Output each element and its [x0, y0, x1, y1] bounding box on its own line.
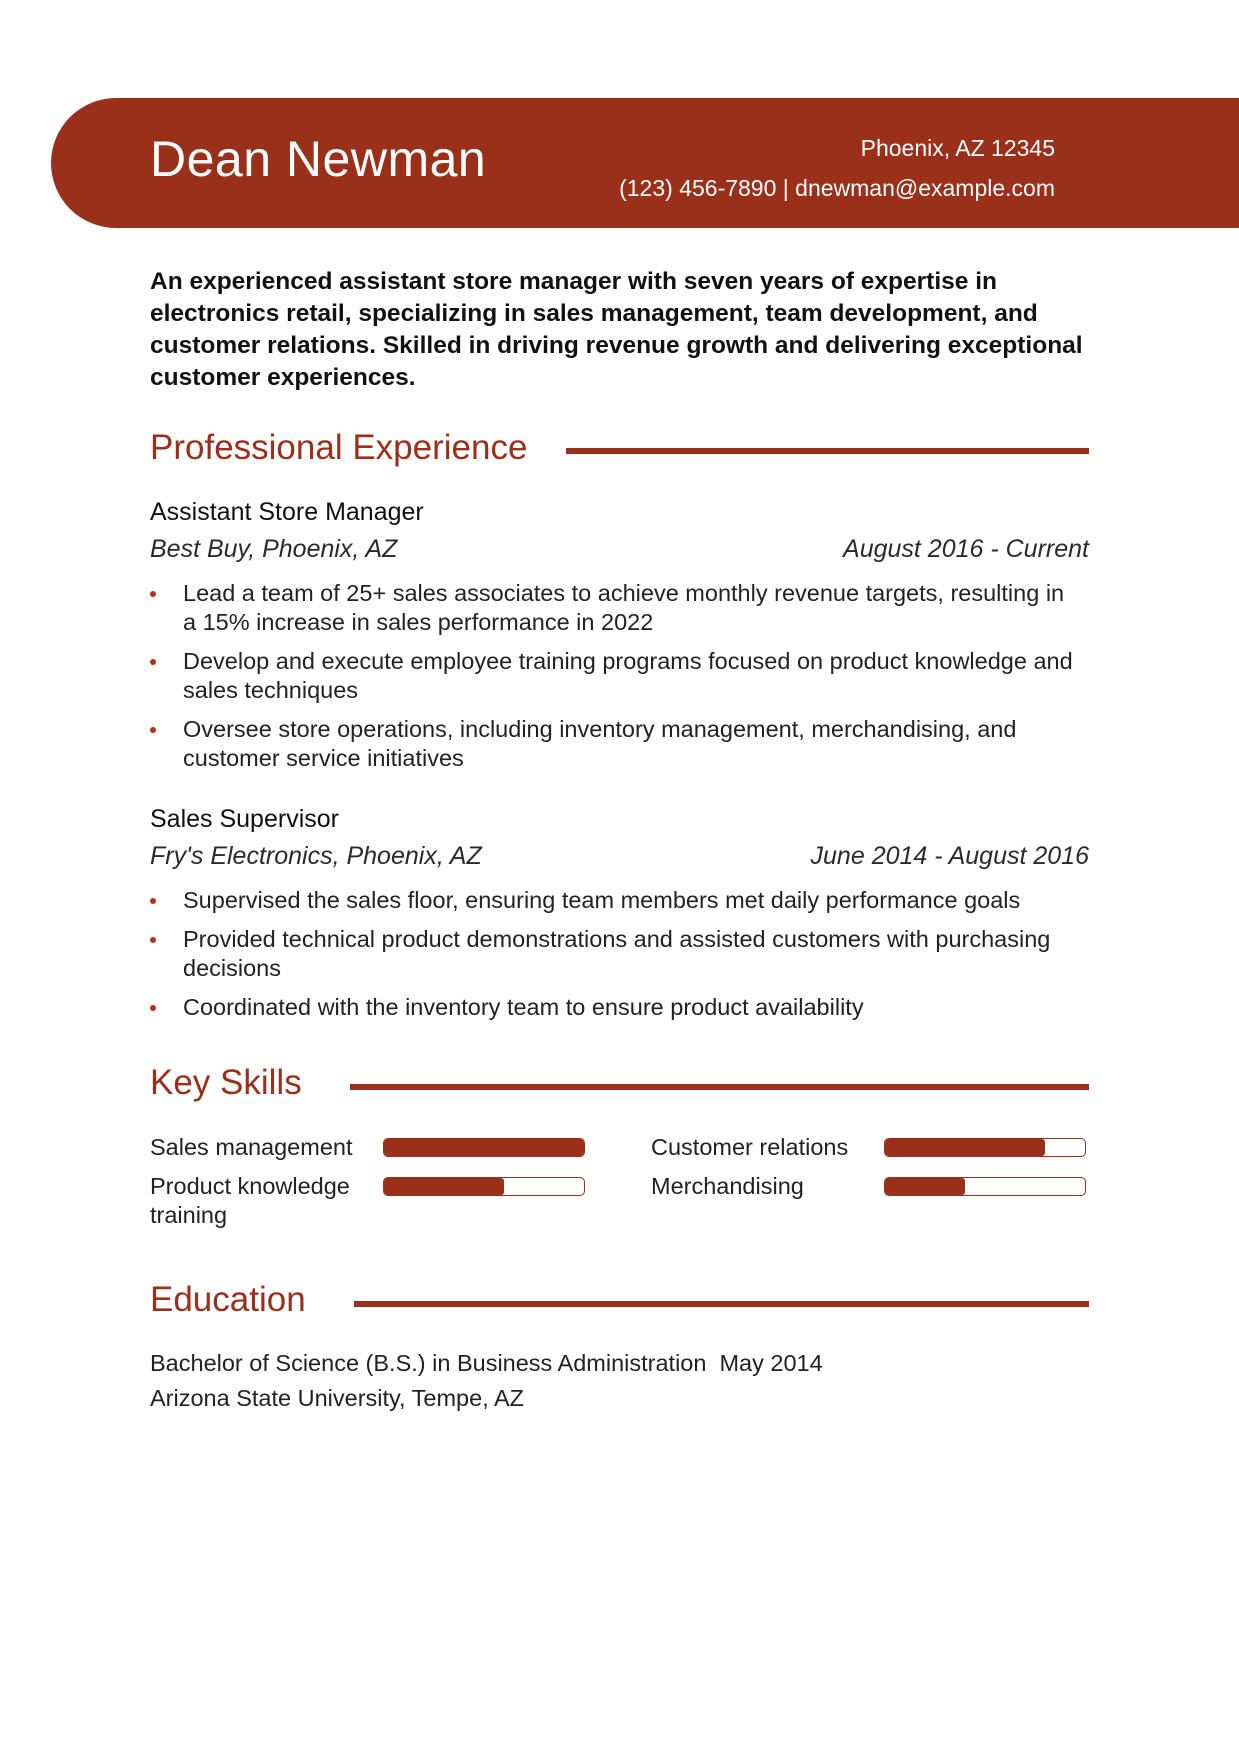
experience-heading: Professional Experience — [150, 428, 528, 467]
education-divider — [354, 1301, 1089, 1307]
job-company: Fry's Electronics, Phoenix, AZ — [150, 842, 482, 870]
skill-level-bar — [383, 1177, 585, 1196]
skills-divider — [350, 1084, 1089, 1090]
skill-level-fill — [384, 1139, 584, 1156]
school-line: Arizona State University, Tempe, AZ — [150, 1385, 524, 1411]
candidate-name: Dean Newman — [150, 131, 487, 187]
bullet-text: Provided technical product demonstrations and assisted customers with purchasing decisions — [183, 926, 1051, 981]
job-dates: June 2014 - August 2016 — [810, 842, 1089, 870]
job-bullets — [150, 579, 1080, 783]
job-title: Sales Supervisor — [150, 805, 339, 833]
bullet-icon — [150, 659, 156, 665]
bullet-text: Lead a team of 25+ sales associates to achieve monthly revenue targets, resulting in a 15% increase in sales performance in 2022 — [183, 580, 1065, 635]
skill-level-fill — [885, 1178, 965, 1195]
list-item — [150, 925, 1080, 983]
bullet-icon — [150, 1005, 156, 1011]
skill-level-bar — [383, 1138, 585, 1157]
experience-divider — [566, 448, 1089, 454]
bullet-icon — [150, 898, 156, 904]
skill-label: Sales management — [150, 1134, 353, 1160]
bullet-text: Develop and execute employee training programs focused on product knowledge and sales techniques — [183, 648, 1073, 703]
list-item — [150, 715, 1080, 773]
job-title: Assistant Store Manager — [150, 498, 424, 526]
list-item — [150, 579, 1080, 637]
bullet-text: Supervised the sales floor, ensuring team members met daily performance goals — [183, 887, 1021, 913]
skill-label: Product knowledge training — [150, 1173, 350, 1228]
education-heading: Education — [150, 1280, 306, 1319]
job-dates: August 2016 - Current — [843, 535, 1089, 563]
skill-level-bar — [884, 1138, 1086, 1157]
location-text: Phoenix, AZ 12345 — [860, 135, 1055, 161]
skills-heading: Key Skills — [150, 1063, 302, 1102]
list-item — [150, 647, 1080, 705]
bullet-text: Coordinated with the inventory team to ensure product availability — [183, 994, 864, 1020]
profile-summary: An experienced assistant store manager with seven years of expertise in electronics retail, specializing in sales management, team development, and customer relations. Skilled in driving revenue growth and delivering exceptional customer experiences. — [150, 268, 1083, 391]
job-bullets — [150, 886, 1080, 1032]
bullet-icon — [150, 591, 156, 597]
job-company: Best Buy, Phoenix, AZ — [150, 535, 398, 563]
bullet-text: Oversee store operations, including inventory management, merchandising, and customer service initiatives — [183, 716, 1017, 771]
contact-block — [619, 128, 1055, 208]
skill-level-bar — [884, 1177, 1086, 1196]
bullet-icon — [150, 727, 156, 733]
degree-line: Bachelor of Science (B.S.) in Business Administration May 2014 — [150, 1350, 823, 1376]
skill-label: Merchandising — [651, 1173, 804, 1199]
skill-level-fill — [384, 1178, 504, 1195]
bullet-icon — [150, 937, 156, 943]
skill-level-fill — [885, 1139, 1045, 1156]
list-item — [150, 993, 1080, 1022]
phone-email-text: (123) 456-7890 | dnewman@example.com — [619, 175, 1055, 201]
skill-label: Customer relations — [651, 1134, 849, 1160]
list-item — [150, 886, 1080, 915]
